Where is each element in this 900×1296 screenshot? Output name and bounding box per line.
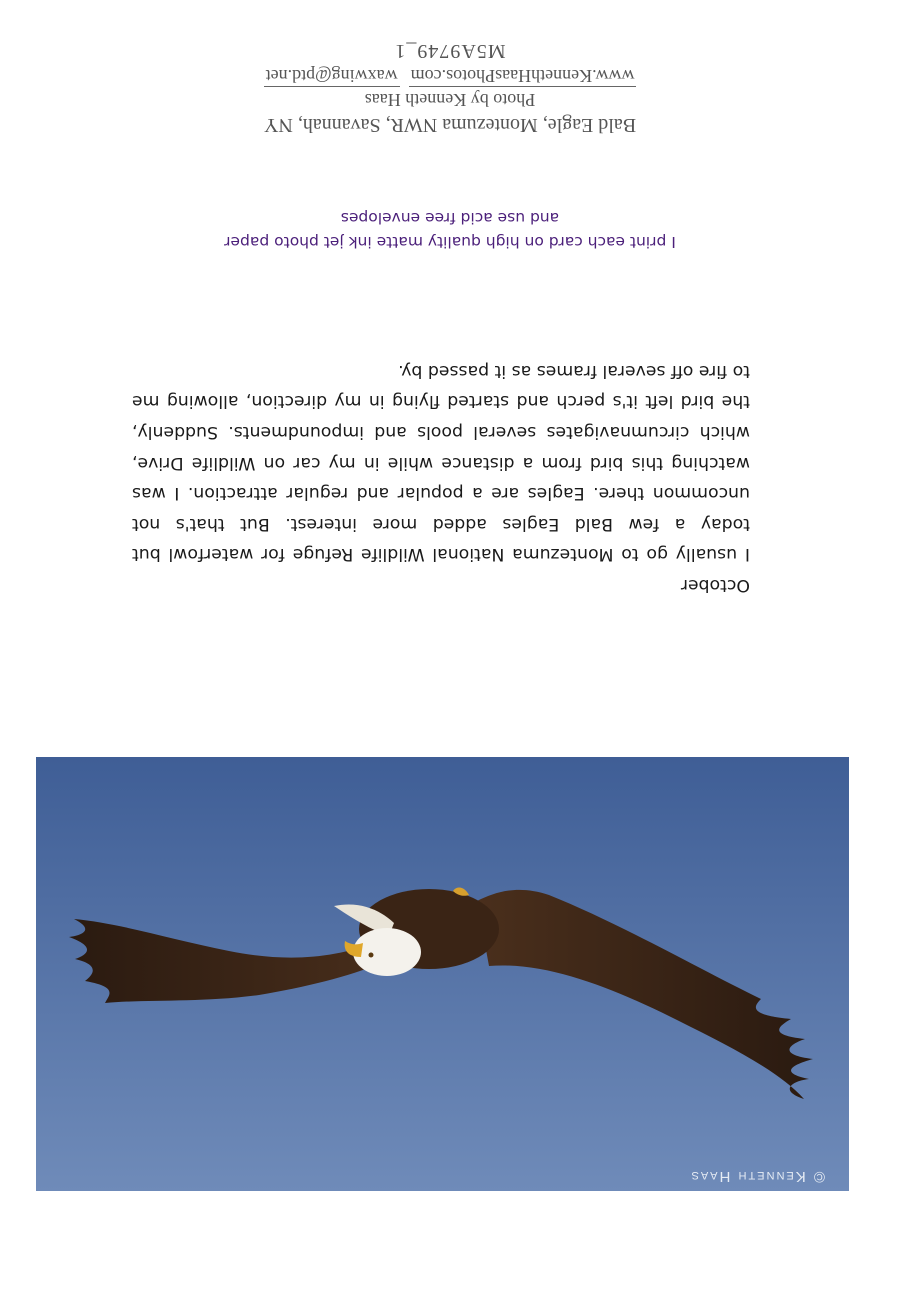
paper-note: [150, 206, 750, 254]
paper-note-line-2: and use acid free envelopes: [340, 209, 560, 227]
photo-watermark: © Kenneth Haas: [689, 1168, 825, 1185]
eagle-head: [353, 928, 421, 976]
caption-title: Bald Eagle, Montezuma NWR, Savannah, NY: [263, 114, 637, 136]
caption-credit: Photo by Kenneth Haas: [364, 90, 536, 110]
eagle-eye: [369, 953, 374, 958]
paper-note-line-1: I print each card on high quality matte ink jet photo paper: [224, 233, 676, 251]
eagle-photo-art: [36, 757, 849, 1191]
eagle-photo: [36, 757, 849, 1191]
caption-links: [200, 64, 700, 88]
caption-website-link[interactable]: www.KennethHaasPhotos.com: [410, 66, 635, 86]
story-month: October: [680, 575, 750, 595]
caption-email-link[interactable]: waxwing@ptd.net: [265, 66, 398, 86]
caption-photo-code: M5A9749_1: [394, 40, 506, 62]
story-paragraph: I usually go to Montezuma National Wildlife Refuge for waterfowl but today a few Bald Eagles added more interest. But that's not uncommon there. Eagles are a popular and regular attraction. I was watching this bird from a distance while in my car on Wildlife Drive, which circumnavigates several pools and impoundments. Suddenly, the bird left it's perch and started flying in my direction, allowing me to fire off several frames as it passed by.: [132, 360, 750, 565]
photo-caption: [200, 38, 700, 138]
story-text-block: [132, 355, 750, 600]
